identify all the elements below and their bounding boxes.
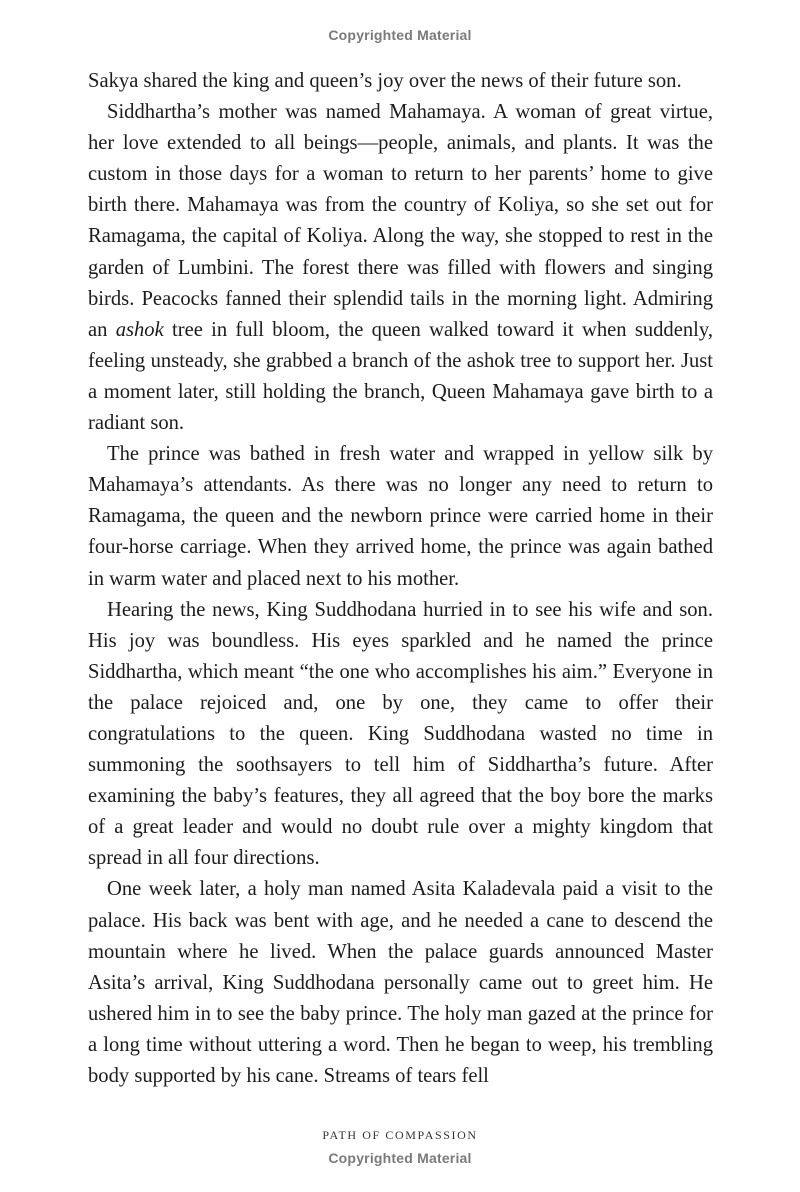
paragraph-prince-bathed: The prince was bathed in fresh water and wrapped in yellow silk by Mahamaya’s attendants. As there was no longer any need to return to Ramagama, the queen and the newborn prince were carried home in their four-horse carriage. When they arrived home, the prince was again bathed in warm water and placed next to his mother.	[88, 443, 713, 590]
paragraph-text: tree in full bloom, the queen walked toward it when suddenly, feeling unsteady, she grabbed a branch of the ashok tree to support her. Just a moment later, still holding the branch, Queen Mahamaya gave birth to a radiant son.	[88, 318, 713, 435]
paragraph-king-suddhodana: Hearing the news, King Suddhodana hurried in to see his wife and son. His joy was boundless. His eyes sparkled and he named the prince Siddhartha, which meant “the one who accomplishes his aim.” Everyone in the palace rejoiced and, one by one, they came to offer their congratulations to the queen. King Suddhodana wasted no time in summoning the soothsayers to tell him of Siddhartha’s future. After examining the baby’s features, they all agreed that the boy bore the marks of a great leader and would no doubt rule over a mighty kingdom that spread in all four directions.	[88, 598, 713, 870]
copyright-watermark-top: Copyrighted Material	[328, 27, 472, 43]
copyright-watermark-bottom: Copyrighted Material	[328, 1150, 472, 1166]
paragraph-continued: Sakya shared the king and queen’s joy over the news of their future son.	[88, 70, 682, 92]
paragraph-mahamaya	[88, 97, 713, 439]
running-footer-title: PATH OF COMPASSION	[322, 1128, 478, 1142]
paragraph-text: Siddhartha’s mother was named Mahamaya. A woman of great virtue, her love extended to all beings—people, animals, and plants. It was the custom in those days for a woman to return to her parents’ home to give birth there. Mahamaya was from the country of Koliya, so she set out for Ramagama, the capital of Koliya. Along the way, she stopped to rest in the garden of Lumbini. The forest there was filled with flowers and singing birds. Peacocks fanned their splendid tails in the morning light. Admiring an	[88, 101, 713, 341]
italic-term: ashok	[115, 318, 164, 341]
paragraph-asita: One week later, a holy man named Asita Kaladevala paid a visit to the palace. His back was bent with age, and he needed a cane to descend the mountain where he lived. When the palace guards announced Master Asita’s arrival, King Suddhodana personally came out to greet him. He ushered him in to see the baby prince. The holy man gazed at the prince for a long time without uttering a word. Then he began to weep, his trembling body supported by his cane. Streams of tears fell	[88, 878, 713, 1087]
page-body	[88, 66, 713, 1092]
